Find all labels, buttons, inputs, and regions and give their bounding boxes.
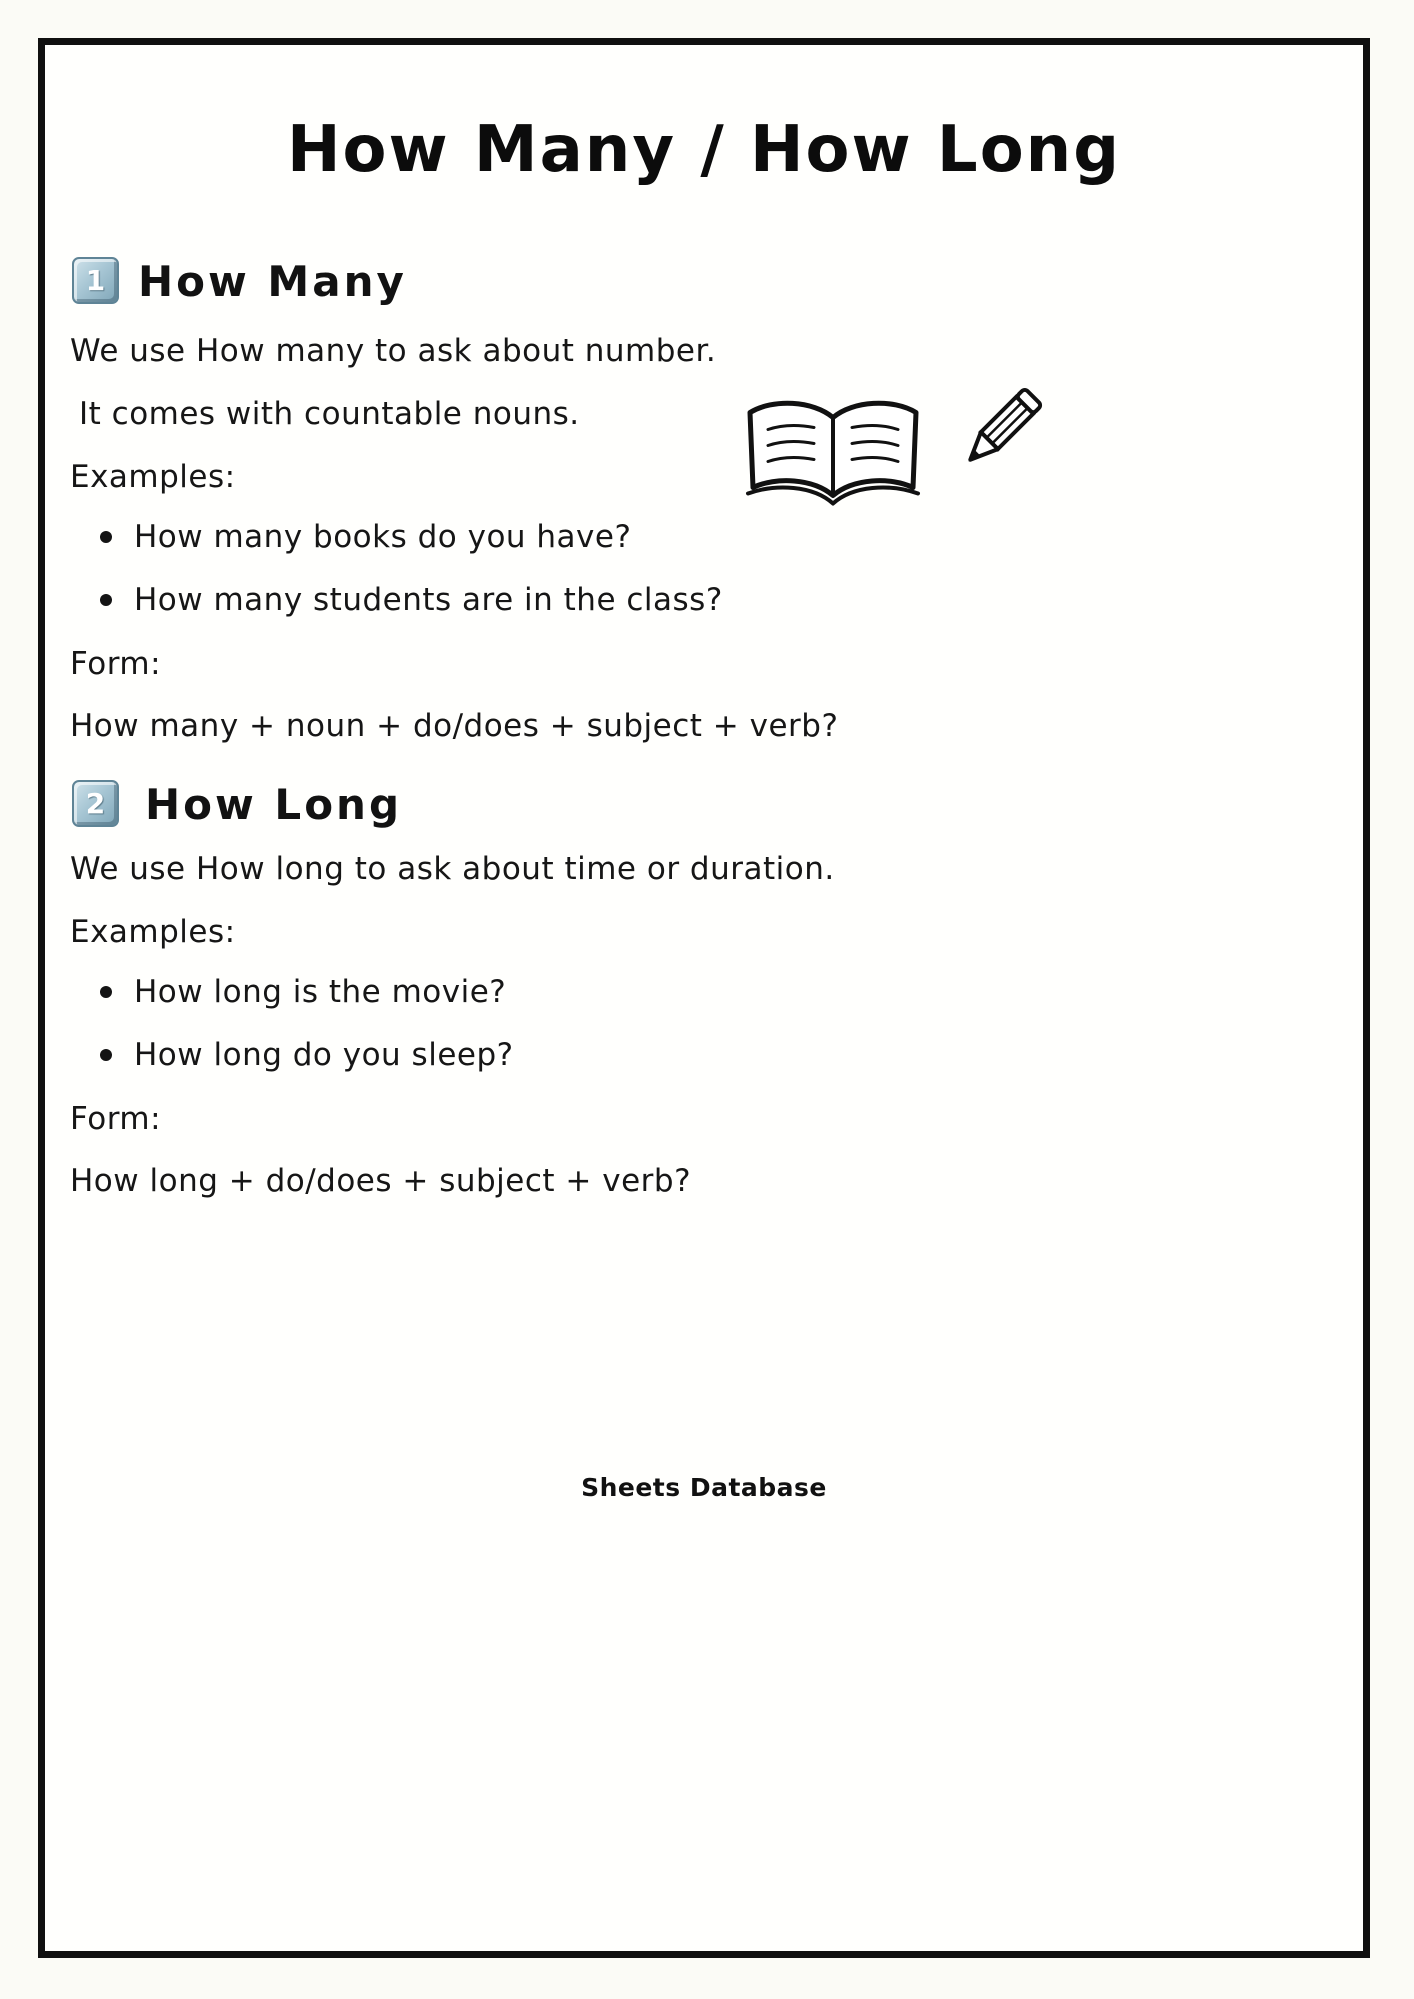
section-2-example-2: How long do you sleep?: [134, 1037, 514, 1073]
section-1-form-pattern: How many + noun + do/does + subject + verb?: [70, 708, 839, 744]
section-1-form-label: Form:: [70, 646, 162, 682]
section-2-number: 2: [85, 787, 106, 820]
pencil-icon: [950, 380, 1050, 480]
section-1-examples-label: Examples:: [70, 459, 236, 495]
page-title: How Many / How Long: [286, 113, 1122, 187]
section-2-form-pattern: How long + do/does + subject + verb?: [70, 1163, 692, 1199]
page-border: [38, 38, 1370, 1958]
section-1-example-1: How many books do you have?: [134, 519, 632, 555]
section-2-intro-line: We use How long to ask about time or duration.: [70, 851, 835, 887]
section-2-example-1: How long is the movie?: [134, 974, 507, 1010]
section-2-form-label: Form:: [70, 1101, 162, 1137]
section-1-number: 1: [85, 264, 106, 297]
section-1-intro-line: We use How many to ask about number.: [70, 333, 717, 369]
section-1-example-item: [100, 519, 631, 555]
section-1-number-badge: [72, 257, 119, 304]
section-2-example-item: [100, 974, 506, 1010]
section-1-example-2: How many students are in the class?: [134, 582, 723, 618]
section-2-examples-label: Examples:: [70, 914, 236, 950]
footer-text: Sheets Database: [581, 1473, 827, 1502]
section-1-example-item: [100, 582, 723, 618]
section-2-example-item: [100, 1037, 514, 1073]
open-book-icon: [738, 390, 928, 520]
section-1-intro-line-2: It comes with countable nouns.: [79, 396, 580, 432]
bullet-dot: [100, 594, 112, 606]
bullet-dot: [100, 1049, 112, 1061]
section-2-number-badge: [72, 780, 119, 827]
bullet-dot: [100, 986, 112, 998]
section-1-heading: How Many: [138, 257, 407, 306]
section-2-heading: How Long: [145, 780, 403, 829]
bullet-dot: [100, 531, 112, 543]
